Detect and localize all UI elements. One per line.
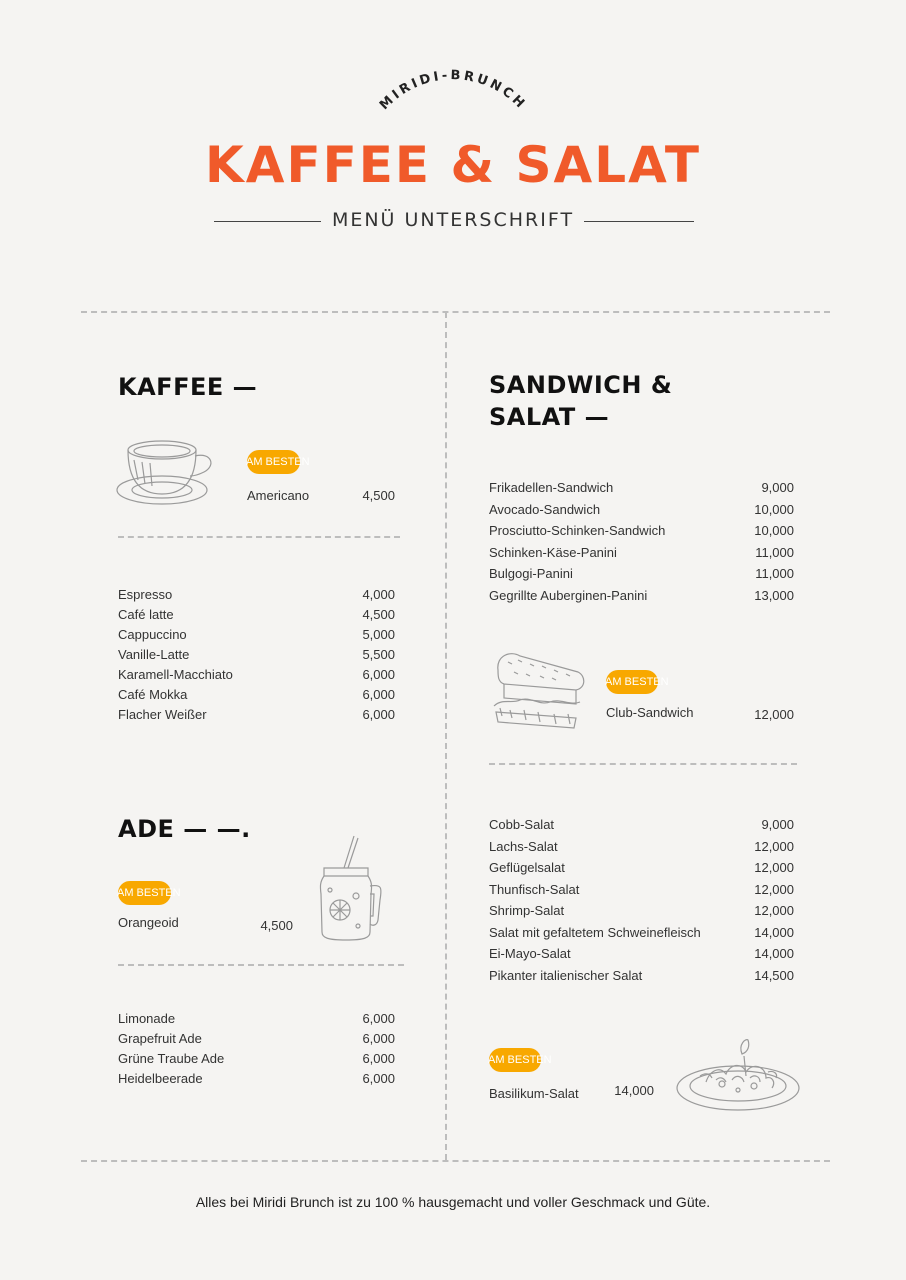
- menu-item-row: [489, 817, 794, 837]
- item-price: 6,000: [362, 707, 395, 722]
- menu-item-row: [118, 587, 395, 607]
- item-name: Café latte: [118, 607, 174, 622]
- footer-note: Alles bei Miridi Brunch ist zu 100 % hausgemacht und voller Geschmack und Güte.: [195, 1194, 711, 1210]
- menu-item-row: [489, 903, 794, 923]
- item-price: 9,000: [761, 817, 794, 832]
- item-price: 5,500: [362, 647, 395, 662]
- item-name: Basilikum-Salat: [489, 1086, 579, 1101]
- item-price: 13,000: [754, 587, 794, 603]
- item-price: 14,000: [754, 946, 794, 961]
- item-name: Cappuccino: [118, 627, 187, 642]
- item-name: Limonade: [118, 1011, 176, 1026]
- kaffee-featured-row: [247, 488, 395, 508]
- item-name: Thunfisch-Salat: [489, 881, 580, 897]
- item-price: 14,500: [754, 967, 794, 983]
- menu-item-row: [118, 627, 395, 647]
- item-name: Shrimp-Salat: [489, 903, 565, 918]
- item-price: 10,000: [754, 501, 794, 517]
- menu-item-row: [489, 588, 794, 608]
- menu-item-row: [118, 687, 395, 707]
- item-name: Karamell-Macchiato: [118, 667, 233, 682]
- sandwich-heading-line1: SANDWICH &: [489, 371, 673, 399]
- item-price: 11,000: [755, 544, 794, 560]
- item-price: 14,000: [614, 1083, 654, 1098]
- page-title: KAFFEE & SALAT: [205, 136, 701, 194]
- item-price: 12,000: [754, 860, 794, 875]
- item-price: 9,000: [761, 480, 794, 495]
- item-name: Geflügelsalat: [489, 860, 565, 875]
- item-name: Pikanter italienischer Salat: [489, 967, 643, 983]
- menu-item-row: [489, 523, 794, 543]
- menu-item-row: [118, 707, 395, 727]
- item-name: Vanille-Latte: [118, 647, 190, 662]
- item-name: Bulgogi-Panini: [489, 566, 573, 581]
- featured-badge: AM BESTEN: [118, 881, 171, 905]
- item-price: 4,500: [362, 488, 395, 503]
- sandwich-heading-line2: SALAT —: [489, 403, 610, 431]
- coffee-cup-icon: [116, 436, 216, 514]
- item-price: 12,000: [754, 881, 794, 897]
- menu-item-row: [118, 1071, 395, 1091]
- item-name: Salat mit gefaltetem Schweinefleisch: [489, 924, 701, 940]
- menu-item-row: [118, 647, 395, 667]
- item-price: 14,000: [754, 924, 794, 940]
- featured-badge: AM BESTEN: [606, 670, 658, 694]
- featured-badge: AM BESTEN: [247, 450, 300, 474]
- item-name: Schinken-Käse-Panini: [489, 544, 617, 560]
- mason-jar-drink-icon: [316, 834, 382, 942]
- item-price: 12,000: [754, 903, 794, 918]
- item-name: Lachs-Salat: [489, 838, 558, 854]
- ade-heading: ADE — —.: [118, 815, 251, 843]
- menu-item-row: [489, 925, 794, 945]
- featured-badge: AM BESTEN: [489, 1048, 541, 1072]
- item-price: 11,000: [755, 566, 794, 581]
- menu-item-row: [118, 1051, 395, 1071]
- item-name: Cobb-Salat: [489, 817, 555, 832]
- item-name: Avocado-Sandwich: [489, 501, 601, 517]
- section-divider: [118, 536, 400, 538]
- section-divider: [489, 763, 797, 765]
- menu-item-row: [489, 946, 794, 966]
- salad-plate-icon: [676, 1036, 802, 1112]
- svg-text:MIRIDI-BRUNCH: [377, 68, 529, 113]
- menu-item-row: [489, 882, 794, 902]
- ade-featured-row: [118, 915, 293, 935]
- item-price: 6,000: [362, 1031, 395, 1046]
- menu-item-row: [118, 607, 395, 627]
- item-price: 4,500: [260, 918, 293, 933]
- item-price: 4,000: [362, 587, 395, 602]
- bottom-divider: [81, 1160, 830, 1162]
- item-name: Club-Sandwich: [606, 705, 694, 720]
- item-price: 5,000: [362, 627, 395, 642]
- menu-item-row: [118, 667, 395, 687]
- salat-featured-row: [489, 1084, 654, 1104]
- item-name: Flacher Weißer: [118, 707, 207, 722]
- sandwich-featured-row: [606, 705, 794, 725]
- item-name: Frikadellen-Sandwich: [489, 480, 614, 495]
- menu-item-row: [489, 480, 794, 500]
- page-subtitle: MENÜ UNTERSCHRIFT: [331, 209, 575, 231]
- item-name: Gegrillte Auberginen-Panini: [489, 587, 648, 603]
- item-name: Grüne Traube Ade: [118, 1051, 225, 1066]
- item-name: Americano: [247, 488, 310, 503]
- menu-item-row: [489, 502, 794, 522]
- section-divider: [118, 964, 404, 966]
- menu-item-row: [489, 839, 794, 859]
- item-price: 4,500: [362, 607, 395, 622]
- item-price: 6,000: [362, 667, 395, 682]
- item-name: Grapefruit Ade: [118, 1031, 202, 1046]
- menu-item-row: [489, 545, 794, 565]
- column-divider: [445, 312, 447, 1160]
- menu-item-row: [118, 1031, 395, 1051]
- menu-item-row: [489, 860, 794, 880]
- sandwich-icon: [488, 648, 588, 738]
- menu-item-row: [489, 566, 794, 586]
- item-price: 12,000: [754, 707, 794, 722]
- item-price: 10,000: [754, 523, 794, 538]
- item-price: 12,000: [754, 838, 794, 854]
- menu-item-row: [489, 968, 794, 988]
- item-name: Heidelbeerade: [118, 1071, 203, 1086]
- item-price: 6,000: [362, 1011, 395, 1026]
- item-price: 6,000: [362, 1071, 395, 1086]
- item-price: 6,000: [362, 687, 395, 702]
- item-price: 6,000: [362, 1051, 395, 1066]
- item-name: Prosciutto-Schinken-Sandwich: [489, 523, 666, 538]
- brand-name: MIRIDI-BRUNCH: [376, 68, 530, 114]
- item-name: Café Mokka: [118, 687, 188, 702]
- item-name: Ei-Mayo-Salat: [489, 946, 571, 961]
- top-divider: [81, 311, 830, 313]
- item-name: Orangeoid: [118, 915, 179, 930]
- kaffee-heading: KAFFEE —: [118, 373, 258, 401]
- item-name: Espresso: [118, 587, 173, 602]
- menu-item-row: [118, 1011, 395, 1031]
